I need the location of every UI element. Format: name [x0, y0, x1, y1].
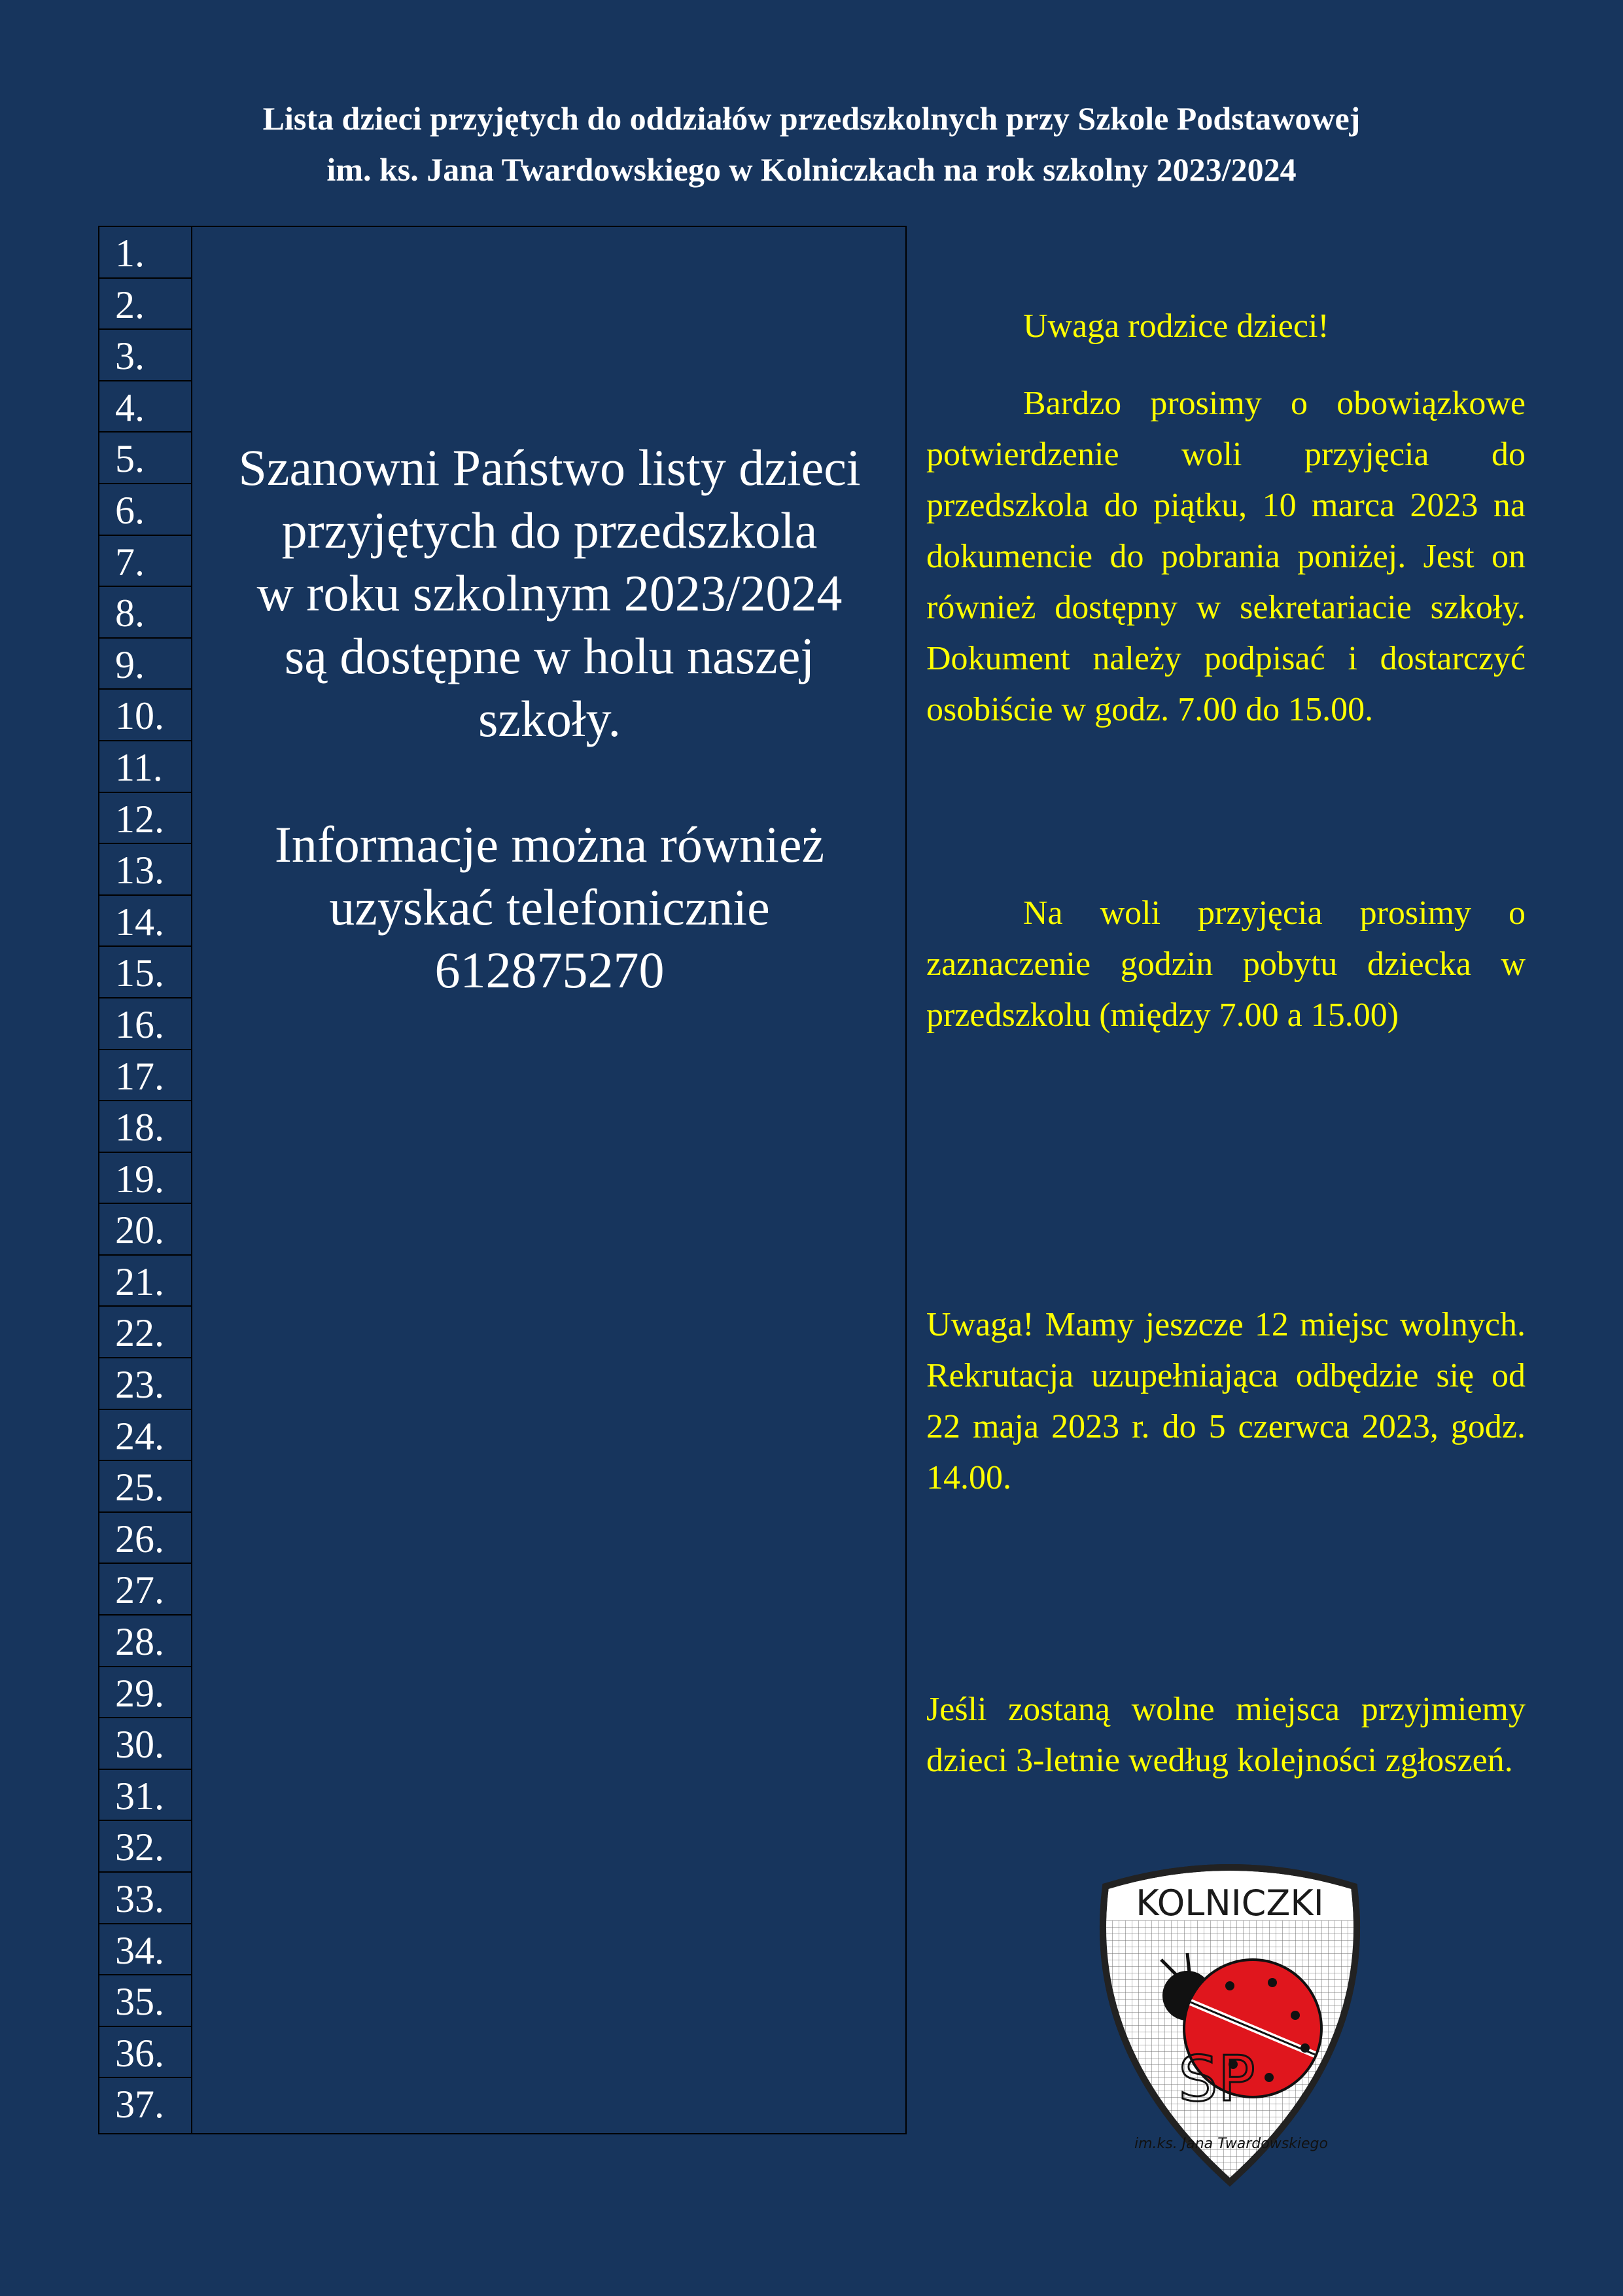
- notice-line: Szanowni Państwo listy dzieci: [238, 439, 861, 496]
- list-row-number: 25.: [99, 1461, 191, 1513]
- list-row-number: 31.: [99, 1770, 191, 1822]
- notice-paragraph: [192, 436, 907, 751]
- notice-line: szkoły.: [478, 690, 621, 747]
- list-row-number: 18.: [99, 1101, 191, 1153]
- list-row-number: 24.: [99, 1410, 191, 1462]
- logo-patron: im.ks. Jana Twardowskiego: [1134, 2136, 1328, 2152]
- info-paragraph: [192, 813, 907, 1002]
- list-row-number: 22.: [99, 1307, 191, 1358]
- parents-attention-block: [926, 301, 1526, 735]
- page-title: [98, 93, 1525, 195]
- school-logo: [1079, 1855, 1380, 2195]
- number-column: [99, 227, 192, 2133]
- list-row-number: 37.: [115, 2083, 164, 2127]
- list-notice: [192, 436, 907, 1002]
- list-row-number: 9.: [99, 639, 191, 690]
- list-row-number: 23.: [99, 1358, 191, 1410]
- list-row-number: 3.: [99, 330, 191, 381]
- list-row-number: 19.: [99, 1153, 191, 1205]
- list-row-number: 14.: [99, 896, 191, 947]
- info-line: Informacje można również: [274, 816, 825, 873]
- list-row-number: 5.: [99, 433, 191, 484]
- list-row-number: 20.: [99, 1204, 191, 1256]
- title-line-1: Lista dzieci przyjętych do oddziałów przedszkolnych przy Szkole Podstawowej: [262, 100, 1361, 137]
- recruitment-paragraph: Uwaga! Mamy jeszcze 12 miejsc wolnych. Rekrutacja uzupełniająca odbędzie się od 22 maja 2023 r. do 5 czerwca 2023, godz. 14.00.: [926, 1306, 1526, 1496]
- phone-number: 612875270: [434, 942, 665, 998]
- list-row-number: 27.: [99, 1564, 191, 1616]
- attention-heading: Uwaga rodzice dzieci!: [1023, 308, 1329, 345]
- list-row-number: 10.: [99, 690, 191, 741]
- list-row-number: 8.: [99, 587, 191, 639]
- free-places-block: [926, 1299, 1526, 1504]
- hours-block: [926, 888, 1526, 1041]
- list-row-number: 36.: [99, 2027, 191, 2079]
- free-places-paragraph: Jeśli zostaną wolne miejsca przyjmiemy dzieci 3-letnie według kolejności zgłoszeń.: [926, 1691, 1526, 1779]
- list-row-number: 33.: [99, 1873, 191, 1924]
- list-row-number: 2.: [99, 279, 191, 330]
- list-row-number: 13.: [99, 844, 191, 896]
- list-row-number: 1.: [99, 227, 191, 279]
- notice-line: są dostępne w holu naszej: [284, 627, 815, 684]
- list-row-number: 15.: [99, 947, 191, 998]
- list-row-number: 35.: [99, 1975, 191, 2027]
- admission-list-table: [98, 226, 907, 2134]
- logo-initials: SP: [1178, 2043, 1255, 2115]
- list-row-number: 21.: [99, 1256, 191, 1307]
- info-line: uzyskać telefonicznie: [329, 879, 770, 936]
- list-row-number: 28.: [99, 1616, 191, 1667]
- list-row-number: 4.: [99, 381, 191, 433]
- notice-line: przyjętych do przedszkola: [281, 502, 818, 559]
- list-row-number: 6.: [99, 484, 191, 536]
- list-row-number: 34.: [99, 1924, 191, 1976]
- list-row-number: 16.: [99, 998, 191, 1050]
- list-row-number: 30.: [99, 1718, 191, 1770]
- list-row-number: 26.: [99, 1513, 191, 1564]
- three-year-olds-block: [926, 1684, 1526, 1786]
- list-row-number: 29.: [99, 1667, 191, 1719]
- list-row-number: 11.: [99, 741, 191, 793]
- list-row-number: 12.: [99, 793, 191, 845]
- list-row-number: 32.: [99, 1821, 191, 1873]
- hours-paragraph: Na woli przyjęcia prosimy o zaznaczenie godzin pobytu dziecka w przedszkolu (między 7.00 a 15.00): [926, 894, 1526, 1034]
- logo-name: KOLNICZKI: [1136, 1882, 1324, 1924]
- notice-line: w roku szkolnym 2023/2024: [256, 565, 843, 622]
- list-row-number: 17.: [99, 1050, 191, 1102]
- confirmation-paragraph: Bardzo prosimy o obowiązkowe potwierdzenie woli przyjęcia do przedszkola do piątku, 10 marca 2023 na dokumencie do pobrania poniżej. Jest on również dostępny w sekretariacie szkoły. Dokument należy podpisać i dostarczyć osobiście w godz. 7.00 do 15.00.: [926, 385, 1526, 728]
- title-line-2: im. ks. Jana Twardowskiego w Kolniczkach na rok szkolny 2023/2024: [326, 151, 1297, 188]
- list-row-number: 7.: [99, 536, 191, 588]
